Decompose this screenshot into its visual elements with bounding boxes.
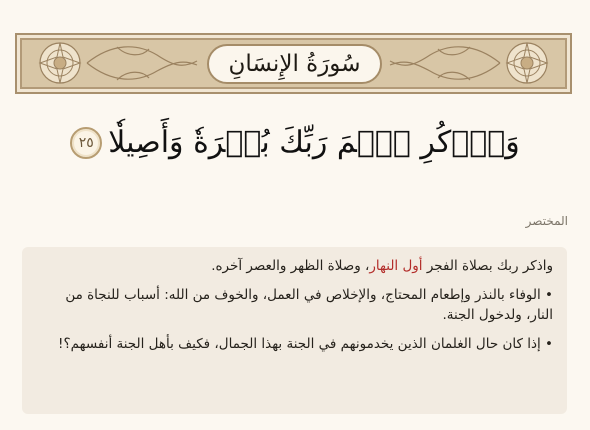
rosette-ornament-icon	[40, 43, 80, 83]
ayah-line	[0, 125, 590, 160]
surah-title-cartouche	[207, 44, 382, 84]
tafsir-point: • إذا كان حال الغلمان الذين يخدمونهم في الجنة بهذا الجمال، فكيف بأهل الجنة أنفسهم؟!	[58, 336, 553, 352]
surah-header-banner	[15, 33, 572, 94]
tafsir-panel	[22, 247, 567, 414]
tafsir-point: • الوفاء بالنذر وإطعام المحتاج، والإخلاص في العمل، والخوف من الله: أسباب للنجاة من النار، ولدخول الجنة.	[65, 287, 553, 323]
tafsir-intro-start: واذكر ربك بصلاة الفجر	[422, 258, 553, 274]
tafsir-source-label: المختصر	[525, 214, 568, 228]
tafsir-intro	[36, 256, 553, 276]
tafsir-highlight: أول النهار	[369, 258, 423, 274]
surah-title: سُورَةُ الإِنسَانِ	[228, 51, 361, 77]
ayah-text[interactable]: وَٱذۡكُرِ ٱسۡمَ رَبِّكَ بُكۡرَةٗ وَأَصِيلٗا	[108, 125, 520, 160]
ayah-number-medallion-icon: ٢٥	[70, 127, 102, 159]
rosette-ornament-icon	[507, 43, 547, 83]
tafsir-intro-end: ، وصلاة الظهر والعصر آخره.	[211, 258, 370, 274]
